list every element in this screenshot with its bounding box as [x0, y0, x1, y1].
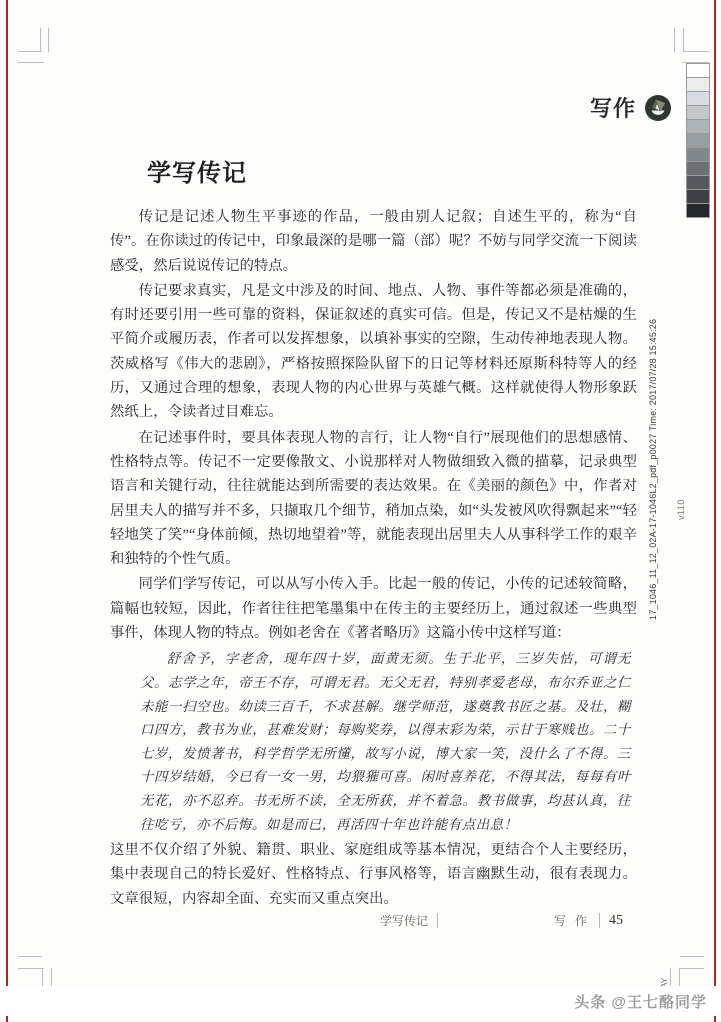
margin-side-note: v110: [676, 499, 686, 520]
footer-divider-right: [599, 913, 600, 928]
watermark-bar: [0, 986, 721, 1016]
footer-divider-left: [437, 913, 438, 928]
scan-id-note: 17_1046_11_12_02A-17-1046L2_pdf_p0027 Time: 2017/07/28 15:45:26: [648, 318, 658, 620]
grayscale-swatch-3: [687, 106, 709, 120]
grayscale-swatch-8: [687, 176, 709, 190]
page-frame-left-rule: [6, 0, 8, 1022]
footer-page-number: 45: [609, 912, 623, 928]
grayscale-swatch-10: [687, 204, 709, 217]
body-paragraph-2: 传记要求真实，凡是文中涉及的时间、地点、人物、事件等都必须是准确的，有时还要引用一些可靠的资料，保证叙述的真实可信。但是，传记又不是枯燥的生平简介或履历表，作者可以发挥想象，以填补事实的空隙，生动传神地表现人物。茨威格写《伟大的悲剧》，严格按照探险队留下的日记等材料还原斯科特等人的经历，又通过合理的想象，表现人物的内心世界与英雄气概。这样就使得人物形象跃然纸上，令读者过目难忘。: [110, 282, 637, 421]
crop-mark-top-left: [18, 28, 60, 70]
page-title: 学写传记: [147, 161, 247, 188]
writing-badge-icon: [644, 94, 672, 122]
body-paragraph-1: 传记是记述人物生平事迹的作品，一般由别人记叙；自述生平的，称为“自传”。在你读过的传记中，印象最深的是哪一篇（部）呢？不妨与同学交流一下阅读感受，然后说说传记的特点。: [110, 209, 637, 274]
closing-paragraph: 这里不仅介绍了外貌、籍贯、职业、家庭组成等基本情况，更结合个人主要经历，集中表现自己的特长爱好、性格特点、行事风格等，语言幽默生动，很有表现力。文章很短，内容却全面、充实而又重点突出。: [110, 842, 637, 907]
body-paragraph-4: 同学们学写传记，可以从写小传入手。比起一般的传记，小传的记述较简略，篇幅也较短，因此，作者往往把笔墨集中在传主的主要经历上，通过叙述一些典型事件，体现人物的特点。例如老舍在《著者略历》这篇小传中这样写道：: [110, 576, 637, 642]
footer-article-label: 学写传记: [380, 914, 429, 928]
grayscale-swatch-2: [687, 92, 709, 106]
quoted-biography-excerpt: 舒舍予，字老舍，现年四十岁，面黄无须。生于北平，三岁失怙，可谓无父。志学之年，帝王不存，可谓无君。无父无君，特别孝爱老母，布尔乔亚之仁未能一扫空也。幼读三百千，不求甚解。继学师范，遂奠教书匠之基。及壮，糊口四方，教书为业，甚难发财；每购奖券，以得末彩为荣，示甘于寒贱也。二十七岁，发愤著书，科学哲学无所懂，故写小说，博大家一笑，没什么了不得。三十四岁结婚，今已有一女一男，均猥獕可喜。闲时喜养花，不得其法，每每有叶无花，亦不忍弃。书无所不读，全无所获，并不着急。教书做事，均甚认真，往往吃亏，亦不后悔。如是而已，再活四十年也许能有点出息！: [140, 651, 631, 832]
grayscale-swatch-7: [687, 162, 709, 176]
header-section-label: 写作: [589, 96, 636, 121]
page-footer: [110, 912, 637, 936]
grayscale-swatch-5: [687, 134, 709, 148]
page-header: [0, 92, 672, 123]
footer-right-group: [554, 912, 623, 929]
footer-left-group: [380, 912, 438, 929]
grayscale-calibration-strip: [686, 63, 710, 218]
grayscale-swatch-0: [687, 64, 709, 78]
grayscale-swatch-9: [687, 190, 709, 204]
grayscale-swatch-4: [687, 120, 709, 134]
grayscale-swatch-6: [687, 148, 709, 162]
body-paragraph-3: 在记述事件时，要具体表现人物的言行，让人物“自行”展现他们的思想感情、性格特点等。传记不一定要像散文、小说那样对人物做细致入微的描摹，记录典型语言和关键行动，往往就能达到所需要的表达效果。在《美丽的颜色》中，作者对居里夫人的描写并不多，只撷取几个细节，稍加点染，如“头发被风吹得飘起来”“轻轻地笑了笑”“身体前倾，热切地望着”等，就能表现出居里夫人从事科学工作的艰辛和独特的个性气质。: [110, 429, 637, 568]
grayscale-swatch-1: [687, 78, 709, 92]
footer-section-label: 写 作: [553, 914, 590, 928]
page-frame-right-rule: [714, 0, 716, 1022]
watermark-text: 头条 @王七酪同学: [574, 993, 707, 1011]
article-body: [110, 205, 637, 911]
